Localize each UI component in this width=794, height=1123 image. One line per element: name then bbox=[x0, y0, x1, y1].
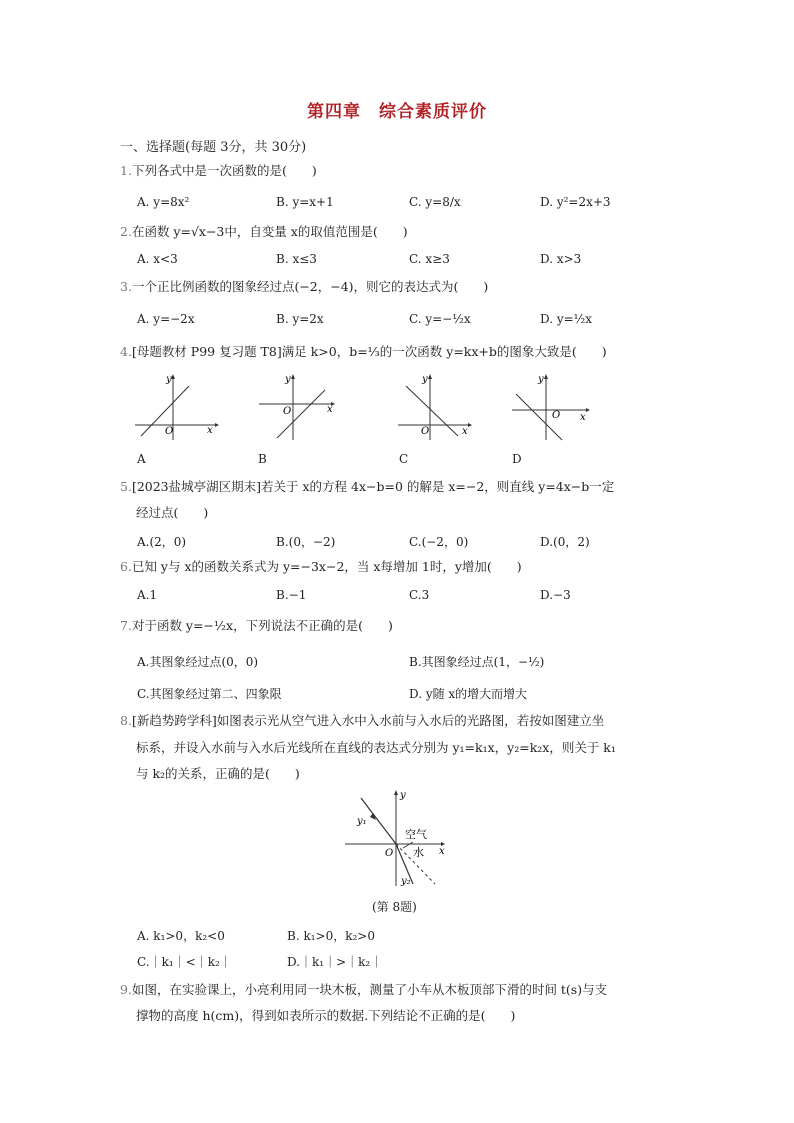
option-a[interactable]: A. k₁>0，k₂<0 bbox=[137, 929, 225, 943]
question-text-cont: 撑物的高度 h(cm)，得到如表所示的数据.下列结论不正确的是( ) bbox=[136, 1008, 516, 1023]
question-7 bbox=[120, 618, 393, 634]
question-number: 9. bbox=[120, 982, 132, 997]
y2-label: y₂ bbox=[401, 876, 411, 887]
y-axis-label: y bbox=[285, 374, 291, 385]
option-d[interactable]: D. x>3 bbox=[540, 252, 582, 266]
option-c[interactable]: C. y=8/x bbox=[409, 195, 461, 209]
option-c[interactable]: C.｜k₁｜<｜k₂｜ bbox=[137, 955, 232, 969]
question-text: 如图，在实验课上，小亮利用同一块木板，测量了小车从木板顶部下滑的时间 t(s)与支 bbox=[131, 982, 608, 997]
question-text-cont: 与 k₂的关系，正确的是( ) bbox=[136, 766, 300, 781]
y-axis-label: y bbox=[166, 374, 172, 385]
question-2 bbox=[120, 224, 408, 240]
question-number: 4. bbox=[120, 344, 132, 359]
y-axis-label: y bbox=[422, 374, 428, 385]
origin-label: O bbox=[165, 426, 174, 437]
question-1 bbox=[120, 163, 317, 179]
option-b[interactable]: B. x≤3 bbox=[276, 252, 317, 266]
option-d[interactable]: D.−3 bbox=[540, 588, 571, 602]
question-text: [2023盐城亭湖区期末]若关于 x的方程 4x−b=0 的解是 x=−2，则直线 y=4x−b一定 bbox=[131, 479, 615, 494]
question-text-cont: 标系，并设入水前与入水后光线所在直线的表达式分别为 y₁=k₁x，y₂=k₂x，则关于 k₁ bbox=[136, 740, 616, 755]
option-c[interactable]: C.3 bbox=[409, 588, 430, 602]
question-text: 下列各式中是一次函数的是( ) bbox=[131, 163, 317, 178]
question-text: 在函数 y=√x−3中，自变量 x的取值范围是( ) bbox=[131, 224, 408, 239]
option-d[interactable]: D. y=½x bbox=[540, 312, 593, 326]
option-c[interactable]: C. y=−½x bbox=[409, 312, 471, 326]
option-a[interactable]: A.1 bbox=[137, 588, 158, 602]
origin-label: O bbox=[283, 406, 292, 417]
question-number: 7. bbox=[120, 618, 132, 633]
option-a[interactable]: A.(2，0) bbox=[137, 535, 187, 549]
option-c[interactable]: C.其图象经过第二、四象限 bbox=[137, 687, 282, 701]
option-d[interactable]: D. y²=2x+3 bbox=[540, 195, 611, 209]
question-text-cont: 经过点( ) bbox=[136, 505, 209, 520]
x-axis-label: x bbox=[580, 412, 586, 423]
question-9 bbox=[120, 982, 607, 998]
option-a[interactable]: A. x<3 bbox=[137, 252, 178, 266]
question-text: [新趋势跨学科]如图表示光从空气进入水中入水前与入水后的光路图，若按如图建立坐 bbox=[131, 713, 605, 728]
y1-label: y₁ bbox=[357, 816, 367, 827]
question-number: 8. bbox=[120, 713, 132, 728]
origin-label: O bbox=[552, 410, 561, 421]
water-label: 水 bbox=[413, 846, 424, 859]
question-5 bbox=[120, 479, 614, 495]
question-8 bbox=[120, 713, 604, 729]
option-b[interactable]: B bbox=[258, 452, 267, 466]
question-text: [母题教材 P99 复习题 T8]满足 k>0，b=⅓的一次函数 y=kx+b的图象大致是( ) bbox=[131, 344, 607, 359]
question-6 bbox=[120, 559, 522, 575]
question-text: 一个正比例函数的图象经过点(−2，−4)，则它的表达式为( ) bbox=[131, 279, 489, 294]
x-axis-label: x bbox=[462, 426, 468, 437]
option-c[interactable]: C.(−2，0) bbox=[409, 535, 469, 549]
question-text: 对于函数 y=−½x，下列说法不正确的是( ) bbox=[131, 618, 393, 633]
option-a[interactable]: A. y=8x² bbox=[137, 195, 190, 209]
option-b[interactable]: B.−1 bbox=[276, 588, 307, 602]
x-axis-label: x bbox=[327, 404, 333, 415]
option-d[interactable]: D bbox=[512, 452, 522, 466]
air-label: 空气 bbox=[405, 828, 427, 841]
graph-d[interactable] bbox=[510, 372, 595, 442]
y-axis-label: y bbox=[538, 374, 544, 385]
option-c[interactable]: C bbox=[399, 452, 409, 466]
option-a[interactable]: A bbox=[137, 452, 146, 466]
option-a[interactable]: A. y=−2x bbox=[137, 312, 195, 326]
option-b[interactable]: B. k₁>0，k₂>0 bbox=[287, 929, 375, 943]
page-title: 第四章 综合素质评价 bbox=[307, 102, 487, 122]
question-number: 2. bbox=[120, 224, 132, 239]
graph-b[interactable] bbox=[255, 372, 340, 442]
origin-label: O bbox=[421, 426, 430, 437]
y-axis-label: y bbox=[400, 790, 406, 801]
option-b[interactable]: B. y=2x bbox=[276, 312, 324, 326]
question-number: 5. bbox=[120, 479, 132, 494]
figure-caption: (第 8题) bbox=[372, 900, 417, 914]
origin-label: O bbox=[385, 848, 394, 859]
question-text: 已知 y与 x的函数关系式为 y=−3x−2，当 x每增加 1时，y增加( ) bbox=[131, 559, 522, 574]
question-number: 1. bbox=[120, 163, 132, 178]
question-number: 6. bbox=[120, 559, 132, 574]
option-d[interactable]: D.｜k₁｜>｜k₂｜ bbox=[287, 955, 383, 969]
option-d[interactable]: D.(0，2) bbox=[540, 535, 590, 549]
question-number: 3. bbox=[120, 279, 132, 294]
section-heading: 一、选择题(每题 3分，共 30分) bbox=[120, 140, 307, 155]
option-b[interactable]: B. y=x+1 bbox=[276, 195, 334, 209]
option-c[interactable]: C. x≥3 bbox=[409, 252, 450, 266]
light-path-figure bbox=[343, 788, 453, 888]
option-d[interactable]: D. y随 x的增大而增大 bbox=[409, 687, 528, 701]
option-a[interactable]: A.其图象经过点(0，0) bbox=[137, 655, 259, 669]
x-axis-label: x bbox=[207, 425, 213, 436]
x-axis-label: x bbox=[439, 846, 445, 857]
question-4 bbox=[120, 344, 607, 360]
question-3 bbox=[120, 279, 488, 295]
option-b[interactable]: B.(0，−2) bbox=[276, 535, 336, 549]
option-b[interactable]: B.其图象经过点(1，−½) bbox=[409, 655, 545, 669]
graph-c[interactable] bbox=[396, 372, 481, 442]
graph-a[interactable] bbox=[135, 372, 220, 442]
